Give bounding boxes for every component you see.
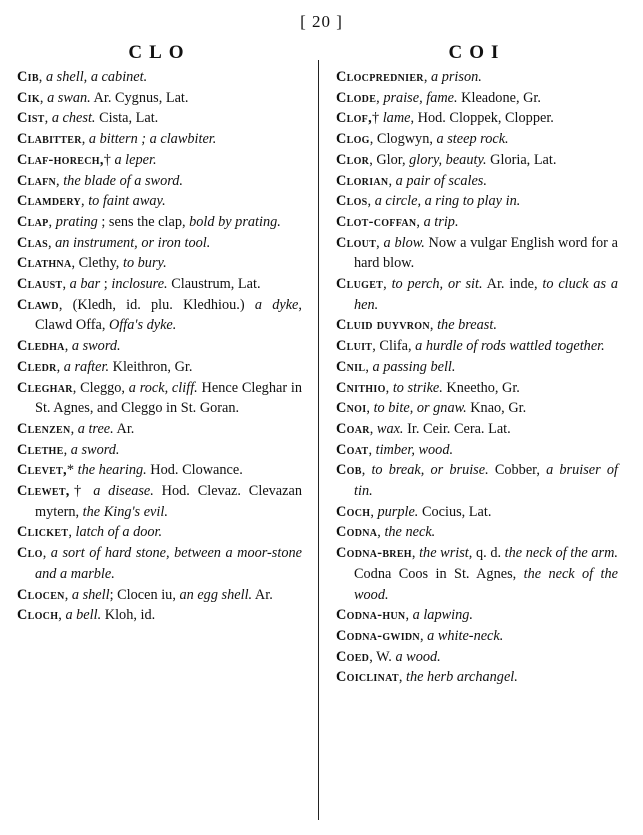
entry-definition: a disease. (93, 483, 154, 500)
entry-definition: the blade of a sword. (63, 172, 184, 189)
dictionary-entry (17, 378, 302, 419)
dictionary-entry (336, 315, 618, 336)
dictionary-entry (336, 233, 618, 274)
entry-definition: purple. (377, 503, 419, 520)
dictionary-entry (17, 336, 302, 357)
entry-definition: a shell (71, 586, 110, 603)
entry-text: , Clawd Offa, (35, 296, 302, 334)
entry-text: , (383, 276, 392, 293)
entry-definition: a steep rock. (436, 131, 509, 148)
entry-headword: Cleghar (17, 379, 73, 396)
entry-definition: the breast. (437, 317, 497, 334)
entry-definition: a bell. (65, 607, 102, 624)
entry-text: † (371, 110, 383, 127)
entry-headword: Codna-gwidn (336, 627, 420, 644)
entry-headword: Cluget (336, 276, 384, 293)
entry-text: , Cleggo, (72, 379, 129, 396)
entry-headword: Clorian (336, 172, 389, 189)
entry-headword: Clawd (17, 296, 59, 313)
dictionary-entry (17, 481, 302, 522)
entry-text: , (365, 358, 373, 375)
dictionary-entry (17, 88, 302, 109)
entry-headword: Clo (17, 545, 43, 562)
dictionary-entry (17, 605, 302, 626)
entry-headword: Claust (17, 276, 63, 293)
dictionary-entry (336, 522, 618, 543)
entry-text: , Glor, (369, 151, 410, 168)
dictionary-entry (336, 647, 618, 668)
entry-definition: timber, wood. (375, 441, 454, 458)
entry-definition: bold by prating. (189, 213, 281, 230)
entry-text: , (39, 89, 48, 106)
entry-definition: inclosure. (111, 276, 168, 293)
entry-text: Claustrum, Lat. (167, 276, 261, 293)
dictionary-entry (17, 191, 302, 212)
entry-text: , (63, 441, 71, 458)
entry-headword: Cloch (17, 607, 59, 624)
entry-definition: a passing bell. (372, 358, 456, 375)
entry-definition: to strike. (392, 379, 443, 396)
entry-headword: Clap (17, 213, 49, 230)
dictionary-entry (17, 522, 302, 543)
entry-text: , W. (369, 648, 396, 665)
dictionary-entry (336, 67, 618, 88)
entry-headword: Clamdery (17, 193, 82, 210)
entry-text: , (81, 131, 89, 148)
entry-headword: Cnil (336, 358, 366, 375)
dictionary-entry (336, 336, 618, 357)
entry-headword: Clocprednier (336, 69, 424, 85)
entry-text: , (370, 503, 378, 520)
dictionary-entry (17, 129, 302, 150)
entry-text: ; Clocen iu, (109, 586, 180, 603)
entry-definition: a leper. (114, 151, 157, 168)
entry-definition: to faint away. (88, 193, 166, 210)
entry-text: , (81, 193, 89, 210)
entry-text: , (377, 524, 385, 541)
column-divider (318, 60, 319, 820)
page-number: [ 20 ] (300, 12, 343, 31)
entry-definition: the hearing. (77, 462, 147, 479)
entry-headword: Clevet, (17, 462, 67, 479)
entry-text: , Hod. Cloppek, Clopper. (410, 110, 554, 127)
entry-definition: a sword. (71, 338, 121, 355)
entry-text: , (376, 89, 384, 106)
entry-text: ; sens the clap, (97, 213, 190, 230)
entry-text: Cobber, (488, 462, 547, 479)
entry-text: Knao, Gr. (466, 400, 527, 417)
entry-text: * (66, 462, 78, 479)
entry-text: , (64, 338, 72, 355)
entry-text: , (416, 213, 424, 230)
entry-text: † (103, 151, 115, 168)
dictionary-entry (17, 171, 302, 192)
entry-definition: the neck of the wood. (354, 565, 618, 603)
entry-headword: Cledha (17, 338, 65, 355)
entry-headword: Cledr (17, 358, 57, 375)
entry-definition: to cluck as a hen. (354, 276, 618, 313)
entry-text: Gloria, Lat. (486, 151, 557, 168)
entry-definition: glory, beauty. (409, 151, 487, 168)
entry-text: , (398, 669, 407, 686)
entry-definition: the King's evil. (82, 503, 168, 520)
entry-text: , (429, 317, 438, 334)
right-column-header: COI (448, 42, 506, 63)
entry-definition: a pair of scales. (395, 172, 487, 189)
entry-text: , (419, 627, 428, 644)
dictionary-entry (17, 585, 302, 606)
entry-text: , (62, 276, 70, 293)
right-column (336, 42, 618, 688)
entry-headword: Clode (336, 89, 377, 106)
entry-text: , (70, 420, 78, 437)
entry-headword: Claf-horech, (17, 151, 104, 168)
entry-text: , (56, 172, 64, 189)
dictionary-entry (17, 440, 302, 461)
entry-definition: an instrument, or iron tool. (55, 234, 211, 251)
dictionary-entry (336, 502, 618, 523)
entry-text: Now a vulgar English word for a hard blow. (354, 234, 618, 272)
entry-text: , (68, 524, 76, 541)
left-column (17, 42, 302, 626)
entry-text: Kleadone, Gr. (457, 89, 541, 106)
dictionary-entry (336, 543, 618, 605)
dictionary-entry (336, 357, 618, 378)
entry-definition: a blow. (383, 234, 425, 251)
dictionary-entry (17, 233, 302, 254)
entry-text: , Clogwyn, (369, 131, 437, 148)
entry-definition: Offa's dyke. (108, 317, 177, 334)
left-entries (17, 67, 302, 626)
entry-headword: Clot-coffan (336, 213, 417, 230)
dictionary-entry (336, 212, 618, 233)
entry-definition: a lapwing. (412, 607, 473, 624)
entry-definition: a rafter. (63, 358, 110, 375)
entry-definition: praise, fame. (383, 89, 458, 106)
entry-text: Hence Cleghar in St. Agnes, and Cleggo in St. Goran. (35, 379, 302, 417)
entry-definition: prating (55, 213, 98, 230)
dictionary-entry (17, 460, 302, 481)
entry-text: Ar. inde, (482, 276, 543, 293)
dictionary-entry (336, 108, 618, 129)
entry-text: , (388, 172, 396, 189)
dictionary-entry (336, 129, 618, 150)
dictionary-entry (17, 274, 302, 295)
dictionary-entry (336, 667, 618, 688)
dictionary-entry (336, 398, 618, 419)
entry-text: , (423, 69, 431, 85)
entry-headword: Clewet, (17, 483, 70, 500)
entry-definition: the herb archangel. (406, 669, 518, 686)
dictionary-entry (17, 295, 302, 336)
entry-text: , (368, 441, 376, 458)
dictionary-entry (336, 150, 618, 171)
entry-definition: a chest. (51, 110, 96, 127)
dictionary-entry (17, 253, 302, 274)
entry-text: Ar. (252, 586, 273, 603)
entry-definition: a bruiser of tin. (354, 462, 618, 500)
entry-text: , (42, 545, 51, 562)
entry-text: Hod. Clevaz. Clevazan mytern, (35, 483, 302, 520)
entry-headword: Coar (336, 420, 370, 437)
entry-headword: Codna-breh (336, 545, 412, 562)
entry-text: , (411, 545, 420, 562)
entry-text: , (56, 358, 64, 375)
dictionary-entry (336, 440, 618, 461)
entry-text: , (58, 607, 66, 624)
dictionary-entry (17, 419, 302, 440)
entry-headword: Cib (17, 69, 39, 85)
entry-definition: the wrist (419, 545, 469, 562)
entry-headword: Cob (336, 462, 362, 479)
entry-definition: the neck. (384, 524, 436, 541)
dictionary-entry (17, 150, 302, 171)
entry-text: , (44, 110, 52, 127)
right-entries (336, 67, 618, 688)
entry-definition: a bittern ; a clawbiter. (88, 131, 217, 148)
dictionary-entry (336, 274, 618, 315)
entry-headword: Clafn (17, 172, 57, 189)
entry-definition: latch of a door. (75, 524, 163, 541)
entry-text: ; (100, 276, 112, 293)
entry-text: , (38, 69, 46, 85)
entry-text: † (69, 483, 94, 500)
entry-definition: a rock, cliff. (128, 379, 198, 396)
entry-headword: Coat (336, 441, 369, 458)
entry-definition: an egg shell. (179, 586, 253, 603)
entry-definition: a hurdle of rods wattled together. (415, 338, 605, 355)
entry-definition: a circle, a ring to play in. (374, 193, 521, 210)
entry-definition: a trip. (423, 213, 459, 230)
entry-text: , (376, 234, 384, 251)
entry-headword: Codna-hun (336, 607, 406, 624)
entry-headword: Cik (17, 89, 40, 106)
entry-headword: Clocen (17, 586, 65, 603)
entry-headword: Clof, (336, 110, 372, 127)
entry-headword: Clas (17, 234, 48, 251)
entry-text: Hod. Clowance. (146, 462, 243, 479)
entry-headword: Cluid duyvron (336, 317, 430, 334)
entry-headword: Cist (17, 110, 45, 127)
entry-text: , Clethy, (71, 255, 123, 272)
entry-definition: a sword. (70, 441, 120, 458)
entry-text: , (405, 607, 413, 624)
entry-headword: Codna (336, 524, 378, 541)
entry-headword: Clathna (17, 255, 72, 272)
entry-headword: Clout (336, 234, 377, 251)
entry-text: , (Kledh, id. plu. Kledhiou.) (58, 296, 255, 313)
entry-headword: Coch (336, 503, 371, 520)
entry-definition: to perch, or sit. (391, 276, 483, 293)
entry-text: Codna Coos in St. Agnes, (354, 565, 524, 582)
entry-text: Ir. Ceir. Cera. Lat. (403, 420, 511, 437)
dictionary-entry (336, 171, 618, 192)
entry-definition: lame (382, 110, 411, 127)
entry-headword: Clicket (17, 524, 69, 541)
entry-headword: Coiclinat (336, 669, 399, 686)
entry-definition: a prison. (430, 69, 482, 85)
entry-definition: to break, or bruise. (371, 462, 489, 479)
entry-text: Kneetho, Gr. (442, 379, 520, 396)
entry-headword: Clor (336, 151, 370, 168)
entry-text: , (361, 462, 372, 479)
entry-definition: a sort of hard stone, between a moor-stone and a marble. (35, 545, 302, 582)
entry-headword: Coed (336, 648, 370, 665)
dictionary-entry (17, 108, 302, 129)
entry-headword: Clog (336, 131, 370, 148)
entry-text: , Clifa, (372, 338, 416, 355)
dictionary-entry (336, 605, 618, 626)
dictionary-entry (336, 419, 618, 440)
dictionary-entry (336, 378, 618, 399)
dictionary-entry (17, 543, 302, 584)
entry-text: , (369, 420, 377, 437)
dictionary-entry (336, 626, 618, 647)
entry-text: , (385, 379, 393, 396)
entry-headword: Clenzen (17, 420, 71, 437)
entry-text: , (48, 213, 56, 230)
dictionary-entry (336, 88, 618, 109)
entry-text: Cocius, Lat. (418, 503, 492, 520)
entry-definition: a tree. (77, 420, 114, 437)
entry-definition: a shell, a cabinet. (45, 69, 148, 85)
entry-definition: the neck of the arm. (504, 545, 618, 562)
entry-text: Kloh, id. (101, 607, 156, 624)
entry-definition: a dyke (254, 296, 299, 313)
entry-headword: Cluit (336, 338, 373, 355)
entry-text: , (366, 400, 374, 417)
entry-definition: a white-neck. (427, 627, 504, 644)
entry-definition: a wood. (395, 648, 441, 665)
dictionary-entry (17, 357, 302, 378)
dictionary-entry (17, 67, 302, 88)
entry-text: , (47, 234, 56, 251)
entry-definition: a swan. (47, 89, 91, 106)
entry-definition: a bar (69, 276, 101, 293)
entry-headword: Cnithio (336, 379, 386, 396)
entry-headword: Clos (336, 193, 368, 210)
entry-text: Cista, Lat. (95, 110, 159, 127)
entry-text: , (367, 193, 375, 210)
entry-headword: Clethe (17, 441, 64, 458)
entry-definition: wax. (376, 420, 404, 437)
entry-definition: to bite, or gnaw. (373, 400, 467, 417)
dictionary-entry (17, 212, 302, 233)
entry-headword: Cnoi (336, 400, 367, 417)
entry-text: Kleithron, Gr. (109, 358, 193, 375)
entry-definition: to bury. (122, 255, 167, 272)
dictionary-entry (336, 191, 618, 212)
left-column-header: CLO (128, 42, 191, 63)
entry-text: , q. d. (468, 545, 505, 562)
entry-text: Ar. Cygnus, Lat. (90, 89, 189, 106)
dictionary-entry (336, 460, 618, 501)
entry-headword: Clabitter (17, 131, 82, 148)
entry-text: , (64, 586, 72, 603)
entry-text: Ar. (113, 420, 135, 437)
